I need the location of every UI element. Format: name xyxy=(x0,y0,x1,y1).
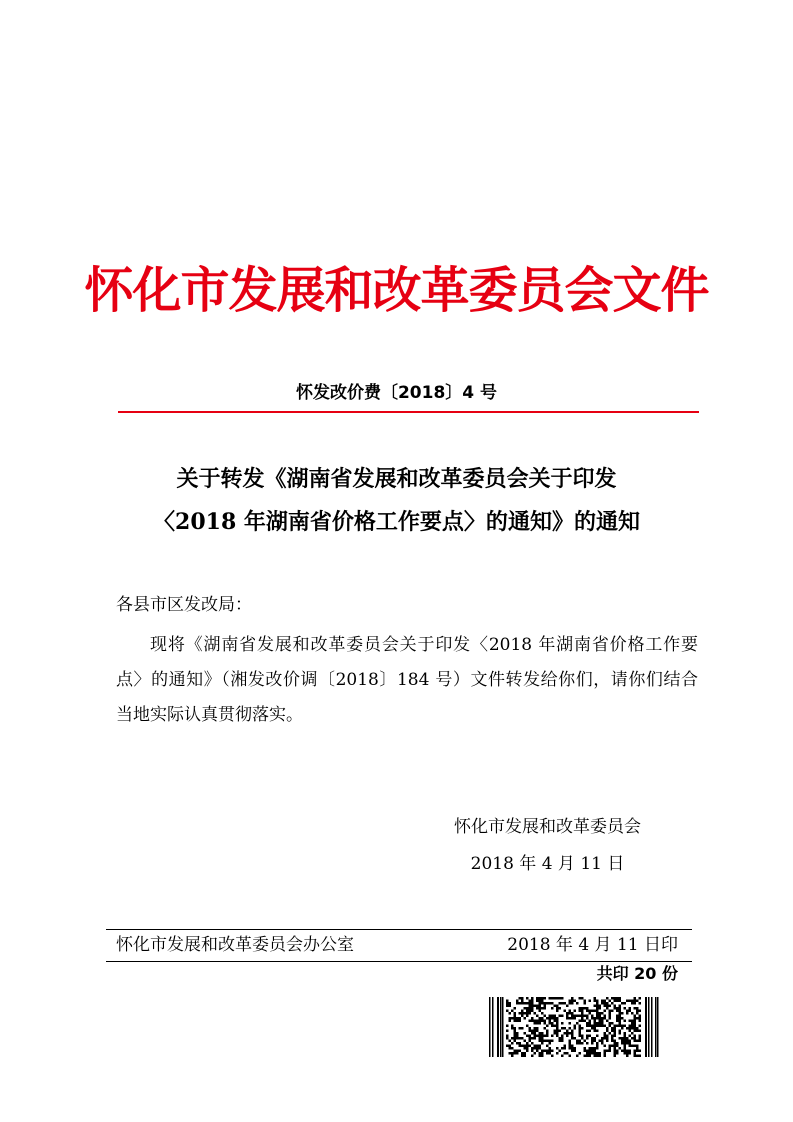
footer-top-rule xyxy=(106,929,692,930)
print-date: 2018 年 4 月 11 日印 xyxy=(507,935,678,955)
print-office: 怀化市发展和改革委员会办公室 xyxy=(116,935,354,955)
document-number: 怀发改价费〔2018〕4 号 xyxy=(295,383,498,403)
signature-issuer: 怀化市发展和改革委员会 xyxy=(454,817,641,837)
document-header-title: 怀化市发展和改革委员会文件 xyxy=(84,262,709,319)
red-divider-line xyxy=(118,411,699,413)
addressee: 各县市区发改局： xyxy=(116,595,252,615)
signature-date: 2018 年 4 月 11 日 xyxy=(470,854,625,874)
qr-barcode-icon xyxy=(489,997,659,1057)
notice-title-line-2: 〈2018 年湖南省价格工作要点〉的通知》的通知 xyxy=(153,509,640,535)
notice-title xyxy=(0,458,793,544)
print-copies: 共印 20 份 xyxy=(596,964,678,983)
body-paragraph: 现将《湖南省发展和改革委员会关于印发〈2018 年湖南省价格工作要点〉的通知》（湘发改价调〔2018〕184 号）文件转发给你们，请你们结合当地实际认真贯彻落实。 xyxy=(116,635,698,725)
notice-title-line-1: 关于转发《湖南省发展和改革委员会关于印发 xyxy=(176,466,617,492)
